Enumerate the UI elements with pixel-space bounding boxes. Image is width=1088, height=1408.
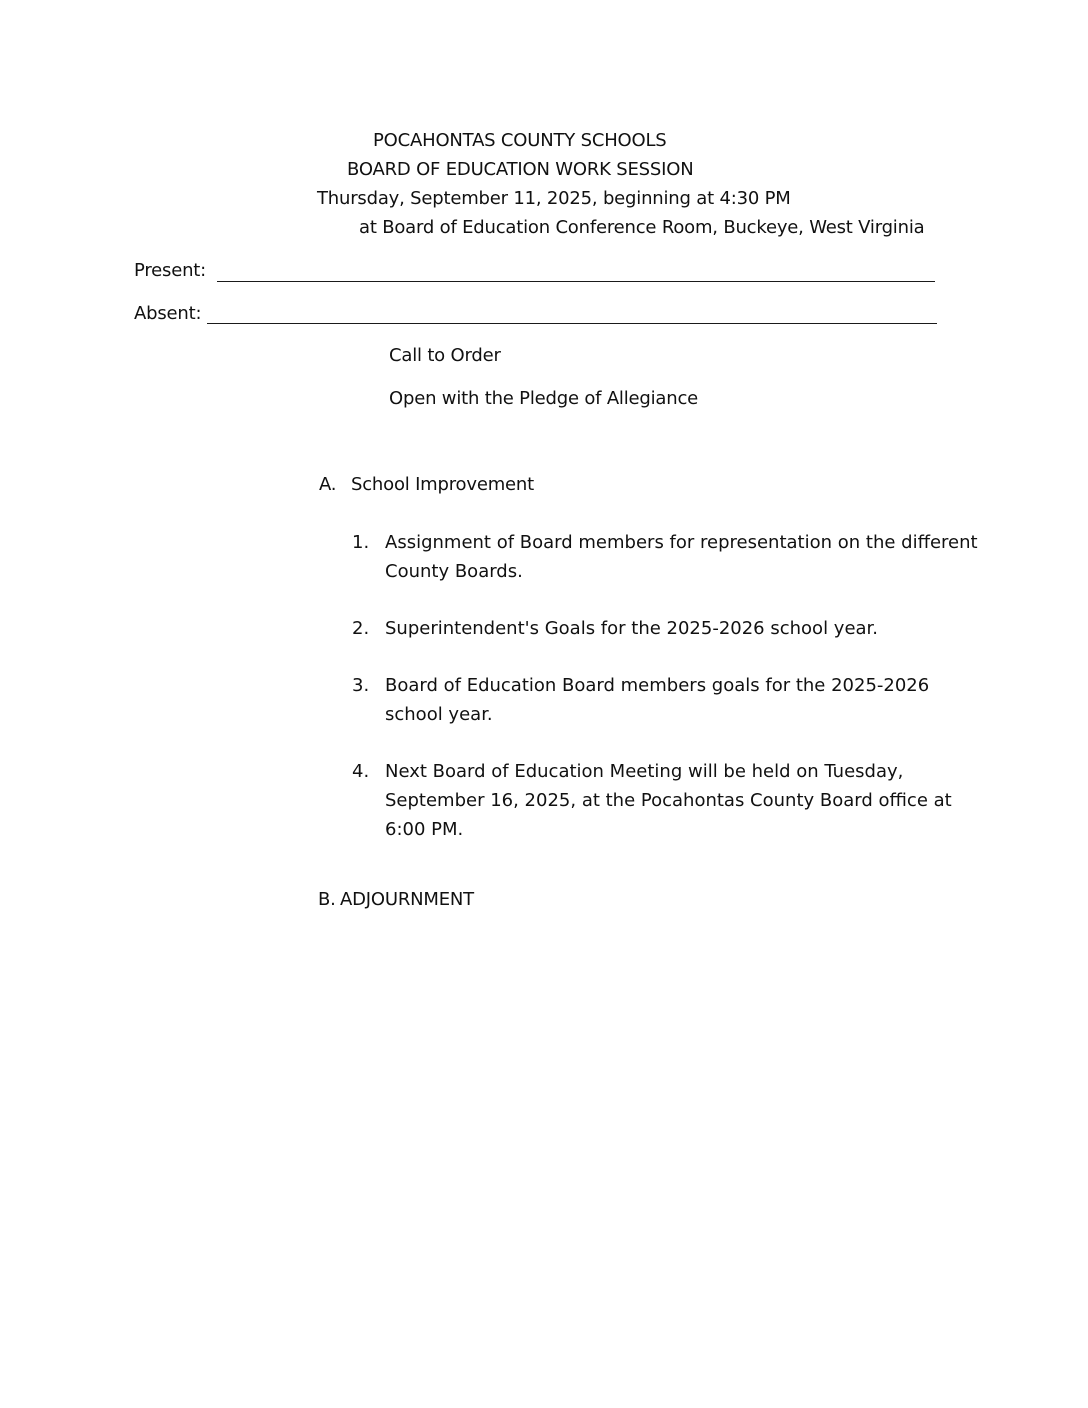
agenda-item-number: 1. [352, 532, 370, 553]
section-a-title: School Improvement [351, 474, 534, 495]
session-title: BOARD OF EDUCATION WORK SESSION [347, 159, 694, 180]
call-to-order: Call to Order [389, 345, 501, 366]
absent-label: Absent: [134, 303, 202, 324]
absent-blank-line [207, 323, 937, 324]
session-location: at Board of Education Conference Room, Buckeye, West Virginia [359, 217, 925, 238]
agenda-item-number: 3. [352, 675, 370, 696]
section-b-marker: B. [318, 889, 336, 910]
session-datetime: Thursday, September 11, 2025, beginning at 4:30 PM [317, 188, 791, 209]
agenda-item-number: 4. [352, 761, 370, 782]
present-blank-line [217, 281, 935, 282]
section-b-title: ADJOURNMENT [340, 889, 474, 910]
agenda-item-4-line-3: 6:00 PM. [385, 819, 464, 840]
section-a-marker: A. [319, 474, 337, 495]
agenda-item-1-line-1: Assignment of Board members for representation on the different [385, 532, 978, 553]
agenda-item-3-line-2: school year. [385, 704, 493, 725]
agenda-item-1-line-2: County Boards. [385, 561, 523, 582]
agenda-item-4-line-2: September 16, 2025, at the Pocahontas County Board office at [385, 790, 952, 811]
org-name: POCAHONTAS COUNTY SCHOOLS [373, 130, 667, 151]
pledge-of-allegiance: Open with the Pledge of Allegiance [389, 388, 699, 409]
agenda-item-4-line-1: Next Board of Education Meeting will be held on Tuesday, [385, 761, 904, 782]
present-label: Present: [134, 260, 206, 281]
agenda-item-3-line-1: Board of Education Board members goals for the 2025-2026 [385, 675, 930, 696]
agenda-item-number: 2. [352, 618, 370, 639]
agenda-item-2-line-1: Superintendent's Goals for the 2025-2026 school year. [385, 618, 879, 639]
